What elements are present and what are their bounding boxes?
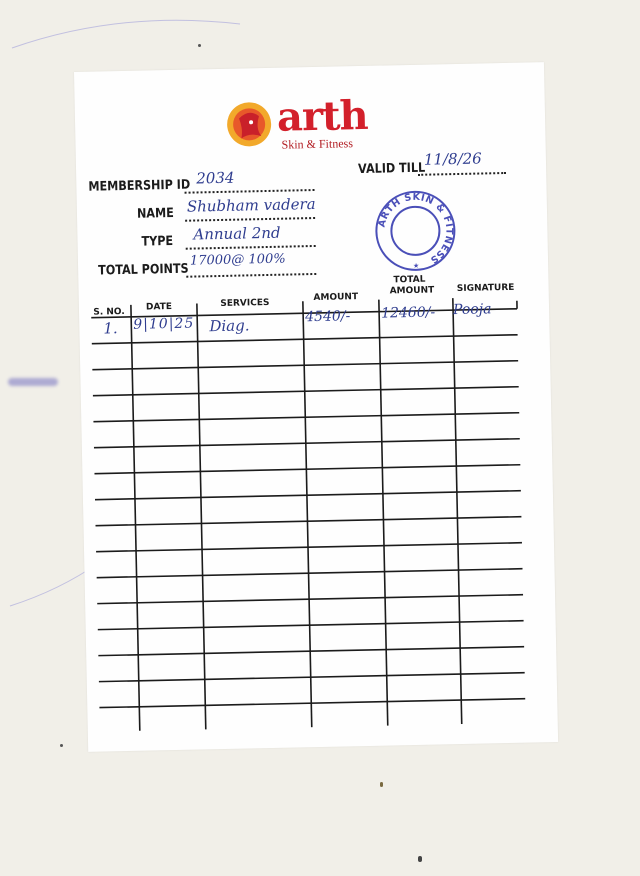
brand-name: arth [276,91,369,141]
svg-text:ARTH SKIN & FITNESS: ARTH SKIN & FITNESS [376,191,455,266]
header-signature: SIGNATURE [456,282,515,295]
table-grid [90,262,540,731]
total-points-value: 17000@ 100% [189,251,286,269]
row1-service: Diag. [209,316,250,336]
row1-amount: 4540/- [305,308,351,326]
type-label: TYPE [141,233,174,250]
row1-total: 12460/- [380,304,436,322]
table-row-rule [100,725,526,732]
name-value: Shubham vadera [186,194,316,216]
name-label: NAME [136,205,174,222]
membership-id-label: MEMBERSHIP ID [88,177,191,195]
stamp-seal [373,188,459,274]
table-column-rule [379,300,388,732]
membership-card [74,62,558,752]
lion-logo-icon [225,98,278,151]
header-amount: AMOUNT [313,292,359,304]
brand-logo [225,91,396,155]
row1-signature: Pooja [452,301,492,319]
table-column-rule [453,298,462,731]
total-points-label: TOTAL POINTS [98,261,189,279]
membership-id-value: 2034 [196,168,235,188]
header-services: SERVICES [220,297,270,309]
header-total-amount-text: TOTAL AMOUNT [389,274,435,297]
row1-sno: 1. [103,319,118,338]
svg-text:★: ★ [412,262,420,270]
valid-till-line [418,172,506,176]
membership-id-line [185,189,315,194]
header-sno: S. NO. [93,306,125,318]
type-value: Annual 2nd [193,223,281,244]
name-line [185,217,315,222]
brand-tagline: Skin & Fitness [281,136,354,152]
valid-till-label: VALID TILL [357,160,426,178]
row1-date: 9|10|25 [133,315,195,333]
type-line [186,245,316,250]
valid-till-value: 11/8/26 [423,149,482,169]
header-date: DATE [145,302,173,313]
